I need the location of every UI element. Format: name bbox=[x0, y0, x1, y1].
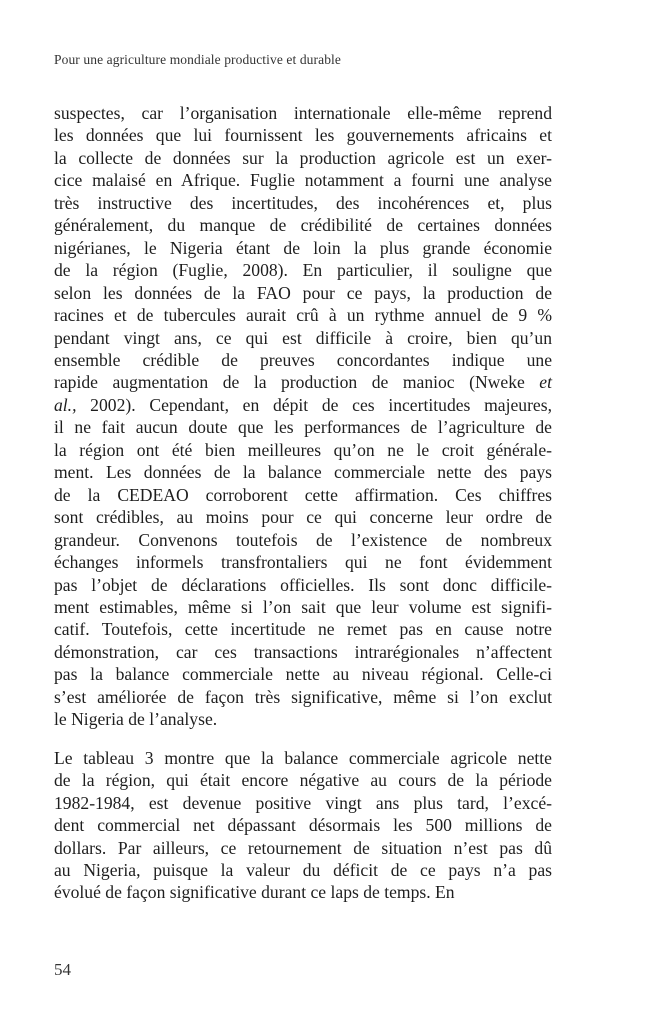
text-line: dent commercial net dépassant désormais les 500 millions de bbox=[54, 815, 552, 836]
text-line: très instructive des incertitudes, des incohérences et, plus bbox=[54, 192, 552, 213]
text-line: ensemble crédible de preuves concordantes indique une bbox=[54, 349, 552, 370]
text-line: ment. Les données de la balance commerciale nette des pays bbox=[54, 462, 552, 483]
text-line: le Nigeria de l’analyse. bbox=[54, 709, 218, 730]
text-line: ment estimables, même si l’on sait que leur volume est signifi- bbox=[54, 596, 552, 617]
running-head: Pour une agriculture mondiale productive et durable bbox=[54, 52, 342, 67]
text-line: pas l’objet de déclarations officielles. Ils sont donc difficile- bbox=[54, 574, 552, 595]
text-line: la région ont été bien meilleures qu’on ne le croit générale- bbox=[54, 439, 552, 460]
text-line: sont crédibles, au moins pour ce qui concerne leur ordre de bbox=[54, 507, 552, 528]
text-line: de la région (Fuglie, 2008). En particulier, il souligne que bbox=[54, 260, 552, 281]
text-line: nigérianes, le Nigeria étant de loin la plus grande économie bbox=[54, 237, 552, 258]
text-line: échanges informels transfrontaliers qui ne font évidemment bbox=[54, 552, 552, 573]
text-line: grandeur. Convenons toutefois de l’existence de nombreux bbox=[54, 529, 552, 550]
text-line: les données que lui fournissent les gouvernements africains et bbox=[54, 125, 552, 146]
text-line: pas la balance commerciale nette au niveau régional. Celle-ci bbox=[54, 664, 552, 685]
paragraph bbox=[54, 102, 552, 731]
paragraph-gap bbox=[54, 731, 552, 747]
text-line: démonstration, car ces transactions intrarégionales n’affectent bbox=[54, 641, 552, 662]
text-line: rapide augmentation de la production de manioc (Nweke et bbox=[54, 372, 552, 393]
text-line: pendant vingt ans, ce qui est difficile à croire, bien qu’un bbox=[54, 327, 552, 348]
text-line: 1982-1984, est devenue positive vingt ans plus tard, l’excé- bbox=[54, 792, 552, 813]
page-number: 54 bbox=[54, 960, 71, 979]
italic-et: et bbox=[539, 372, 552, 393]
text-line: selon les données de la FAO pour ce pays, la production de bbox=[54, 282, 552, 303]
text-line: il ne fait aucun doute que les performances de l’agriculture de bbox=[54, 417, 552, 438]
text-line: de la CEDEAO corroborent cette affirmation. Ces chiffres bbox=[54, 484, 552, 505]
text-line: dollars. Par ailleurs, ce retournement de situation n’est pas dû bbox=[54, 837, 552, 858]
text-line: suspectes, car l’organisation internationale elle-même reprend bbox=[54, 103, 552, 123]
text-line: de la région, qui était encore négative au cours de la période bbox=[54, 770, 552, 791]
book-page bbox=[54, 0, 552, 1030]
body-text bbox=[54, 102, 552, 904]
text-line: cice malaisé en Afrique. Fuglie notamment a fourni une analyse bbox=[54, 170, 552, 191]
text-line: au Nigeria, puisque la valeur du déficit de ce pays n’a pas bbox=[54, 859, 552, 880]
text-line: Le tableau 3 montre que la balance commerciale agricole nette bbox=[54, 747, 552, 768]
text-line: généralement, du manque de crédibilité de certaines données bbox=[54, 215, 552, 236]
italic-al: al., bbox=[54, 394, 77, 415]
paragraph bbox=[54, 747, 552, 904]
text-line: s’est améliorée de façon très significative, même si l’on exclut bbox=[54, 686, 552, 707]
text-line: al., 2002). Cependant, en dépit de ces incertitudes majeures, bbox=[54, 394, 552, 415]
text-line: évolué de façon significative durant ce laps de temps. En bbox=[54, 882, 455, 903]
text-line: la collecte de données sur la production agricole est un exer- bbox=[54, 147, 552, 168]
text-line: racines et de tubercules aurait crû à un rythme annuel de 9 % bbox=[54, 305, 552, 326]
text-line: catif. Toutefois, cette incertitude ne remet pas en cause notre bbox=[54, 619, 552, 640]
